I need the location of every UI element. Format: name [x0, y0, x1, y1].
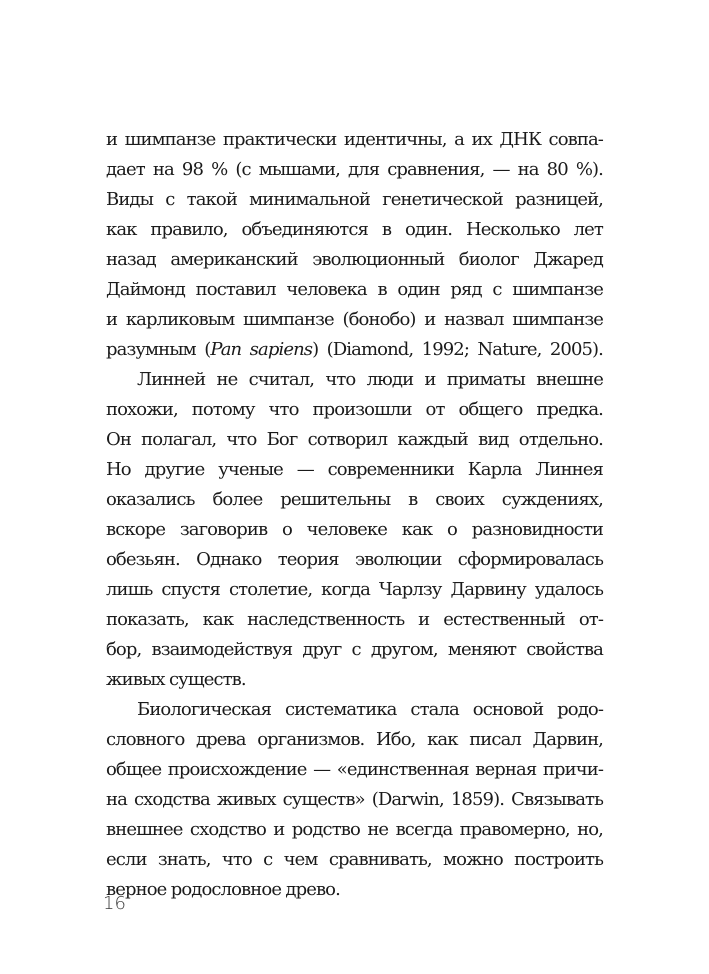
text-fragment: разумным (: [106, 339, 211, 360]
species-name-italic: Pan sapiens: [210, 339, 313, 360]
text-line: обезьян. Однако теория эволюции сформировалась: [106, 549, 603, 570]
text-line: похожи, потому что произошли от общего предка.: [106, 399, 603, 420]
text-line: Биологическая систематика стала основой родо-: [137, 699, 603, 720]
text-line: живых существ.: [106, 669, 246, 690]
text-line: если знать, что с чем сравнивать, можно построить: [106, 849, 603, 870]
text-line: как правило, объединяются в один. Несколько лет: [106, 219, 603, 240]
text-line: общее происхождение — «единственная верная причи-: [106, 759, 603, 780]
text-line: Линней не считал, что люди и приматы внешне: [137, 369, 603, 390]
text-line: внешнее сходство и родство не всегда правомерно, но,: [106, 819, 603, 840]
text-line: вскоре заговорив о человеке как о разновидности: [106, 519, 603, 540]
text-line: и карликовым шимпанзе (бонобо) и назвал шимпанзе: [106, 309, 603, 330]
text-line: и шимпанзе практически идентичны, а их ДНК совпа-: [106, 129, 603, 150]
text-line: оказались более решительны в своих суждениях,: [106, 489, 603, 510]
text-line: назад американский эволюционный биолог Джаред: [106, 249, 603, 270]
text-line: лишь спустя столетие, когда Чарлзу Дарвину удалось: [106, 579, 603, 600]
text-line: Но другие ученые — современники Карла Линнея: [106, 459, 603, 480]
text-line: Виды с такой минимальной генетической разницей,: [106, 189, 603, 210]
text-line: [106, 338, 603, 362]
text-line: верное родословное древо.: [106, 879, 340, 900]
text-line: бор, взаимодействуя друг с другом, меняют свойства: [106, 639, 603, 660]
text-line: Он полагал, что Бог сотворил каждый вид отдельно.: [106, 429, 603, 450]
page-number: 16: [103, 893, 126, 914]
text-line: словного древа организмов. Ибо, как писал Дарвин,: [106, 729, 603, 750]
text-line: показать, как наследственность и естественный от-: [106, 609, 603, 630]
text-line: дает на 98 % (с мышами, для сравнения, — на 80 %).: [106, 159, 603, 180]
text-line: на сходства живых существ» (Darwin, 1859). Связывать: [106, 789, 603, 810]
text-fragment: ) (Diamond, 1992; Nature, 2005).: [312, 339, 603, 360]
text-line: Даймонд поставил человека в один ряд с шимпанзе: [106, 279, 603, 300]
